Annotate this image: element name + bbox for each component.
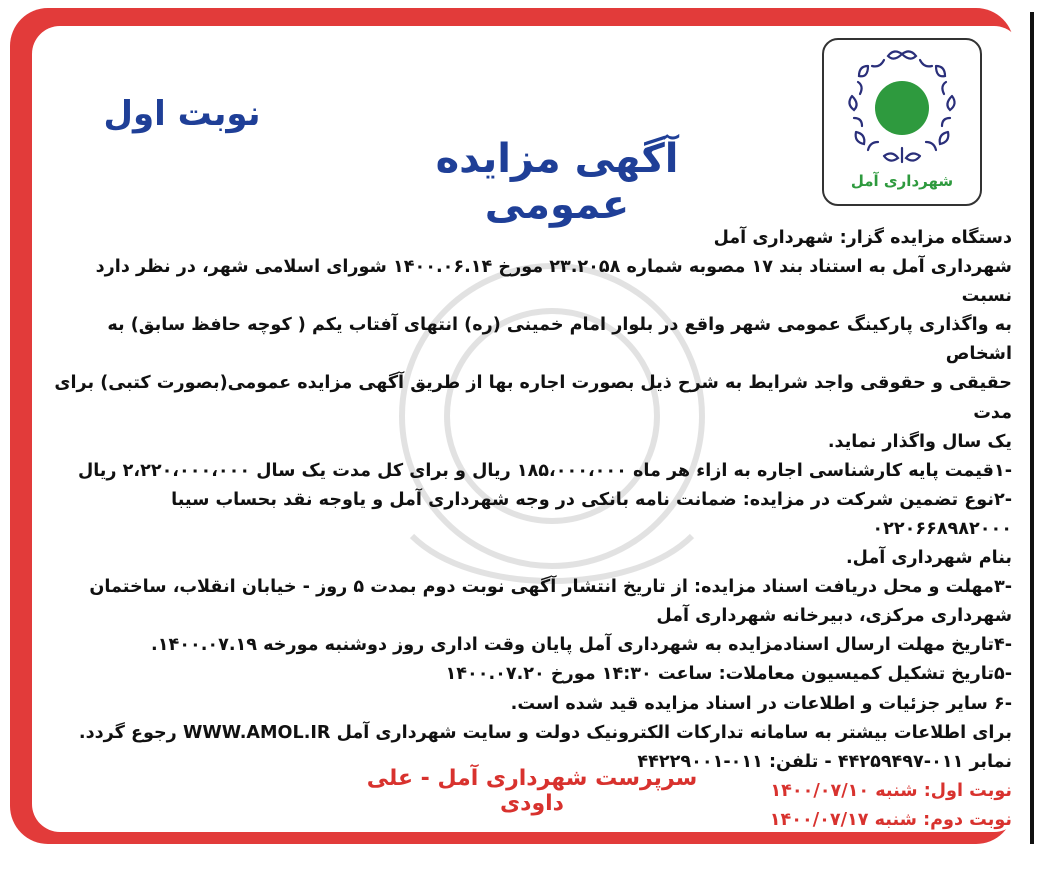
body-line: نمابر ۰۱۱-۴۴۲۵۹۴۹۷ - تلفن: ۰۱۱-۴۴۲۲۹۰۰۱ <box>637 751 1012 772</box>
page-title: آگهی مزایده عمومی <box>435 136 679 228</box>
body-line: شهرداری مرکزی، دبیرخانه شهرداری آمل <box>656 606 1012 627</box>
body-line: دستگاه مزایده گزار: شهرداری آمل <box>713 228 1012 248</box>
body-line: -۳مهلت و محل دریافت اسناد مزایده: از تاریخ انتشار آگهی نوبت دوم بمدت ۵ روز - خیابان انقلاب، ساختمان <box>89 577 1012 598</box>
body-line: بنام شهرداری آمل. <box>845 548 1012 569</box>
announcement-body <box>44 224 1012 832</box>
body-line: -۵تاریخ تشکیل کمیسیون معاملات: ساعت ۱۴:۳۰ مورخ ۱۴۰۰.۰۷.۲۰ <box>445 664 1012 685</box>
body-line: -۱قیمت پایه کارشناسی اجاره به ازاء هر ماه ۱۸۵،۰۰۰،۰۰۰ ریال و برای کل مدت یک سال ۲،۲۲۰،۰۰۰،۰۰۰ ریال <box>77 460 1012 481</box>
body-line: یک سال واگذار نماید. <box>827 431 1012 452</box>
body-line: به واگذاری پارکینگ عمومی شهر واقع در بلوار امام خمینی (ره) انتهای آفتاب یکم ( کوچه حافظ سابق) به اشخاص <box>107 315 1012 365</box>
ad-border-frame <box>10 8 1014 844</box>
body-line: حقیقی و حقوقی واجد شرایط به شرح ذیل بصورت اجاره بها از طریق آگهی مزایده عمومی(بصورت کتبی) برای مدت <box>54 373 1012 423</box>
body-line: -۲نوع تضمین شرکت در مزایده: ضمانت نامه بانکی در وجه شهرداری آمل و یاوجه نقد بحساب سیبا ۰۲۲۰۶۶۸۹۸۲۰۰۰ <box>171 489 1012 539</box>
column-divider <box>1030 12 1034 844</box>
municipality-logo <box>822 38 982 206</box>
logo-caption: شهرداری آمل <box>850 172 954 190</box>
logo-emblem-icon <box>824 40 980 170</box>
body-line: شهرداری آمل به استناد بند ۱۷ مصوبه شماره ۲۳.۲۰۵۸ مورخ ۱۴۰۰.۰۶.۱۴ شورای اسلامی شهر، در نظر دارد نسبت <box>95 257 1012 307</box>
body-line: -۶ سایر جزئیات و اطلاعات در اسناد مزایده قید شده است. <box>510 693 1012 714</box>
second-edition-date: نوبت دوم: شنبه ۱۴۰۰/۰۷/۱۷ <box>769 809 1012 830</box>
body-line: -۴تاریخ مهلت ارسال اسنادمزایده به شهرداری آمل پایان وقت اداری روز دوشنبه مورخه ۱۴۰۰.۰۷.۱۹. <box>151 635 1012 656</box>
body-line: برای اطلاعات بیشتر به سامانه تدارکات الکترونیک دولت و سایت شهرداری آمل WWW.AMOL.IR رجوع گردد. <box>78 722 1012 743</box>
signature-line: سرپرست شهرداری آمل - علی داودی <box>366 766 698 816</box>
first-edition-date: نوبت اول: شنبه ۱۴۰۰/۰۷/۱۰ <box>770 780 1012 801</box>
ad-panel <box>32 26 1022 832</box>
edition-label: نوبت اول <box>103 94 261 134</box>
